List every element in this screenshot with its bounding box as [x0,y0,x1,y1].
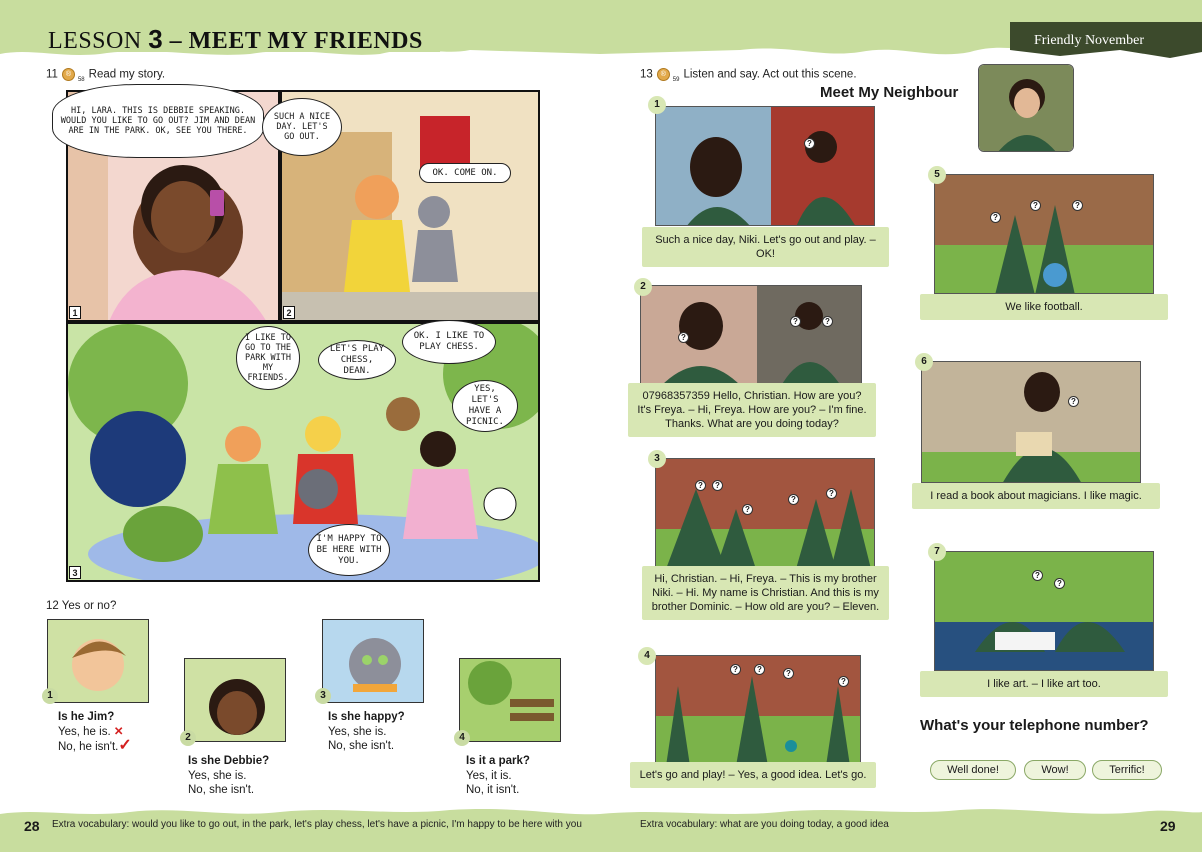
quiz-image-debbie [184,658,286,742]
question-mark-icon: ? [790,316,801,327]
quiz-option-yes[interactable]: Yes, she is. [188,769,247,782]
quiz-question: Is he Jim? [58,711,115,723]
question-mark-icon: ? [1054,578,1065,589]
question-mark-icon: ? [754,664,765,675]
question-mark-icon: ? [730,664,741,675]
panel-number: 2 [283,306,295,319]
scene-caption: Hi, Christian. – Hi, Freya. – This is my brother Niki. – Hi. My name is Christian. And this is my brother Dominic. – How old are you? – Eleven. [642,566,889,620]
praise-badge: Well done! [930,760,1016,780]
scene-photo-7 [934,551,1154,671]
neighbour-portrait-photo [978,64,1074,152]
speech-bubble: I LIKE TO GO TO THE PARK WITH MY FRIENDS. [236,326,300,390]
scene-photo-1 [655,106,875,226]
panel-number: 3 [69,566,81,579]
quiz-number: 1 [42,688,58,704]
question-mark-icon: ? [783,668,794,679]
quiz-option-yes[interactable]: Yes, she is. [328,725,387,738]
question-mark-icon: ? [1068,396,1079,407]
scene-caption: 07968357359 Hello, Christian. How are you? It's Freya. – Hi, Freya. How are you? – I'm fine. Thanks. What are you doing today? [628,383,876,437]
scene-number: 1 [648,96,666,114]
speech-bubble: HI, LARA. THIS IS DEBBIE SPEAKING. WOULD YOU LIKE TO GO OUT? JIM AND DEAN ARE IN THE PARK. OK, SEE YOU THERE. [52,84,264,158]
question-mark-icon: ? [712,480,723,491]
question-mark-icon: ? [1030,200,1041,211]
question-mark-icon: ? [695,480,706,491]
speech-bubble: YES, LET'S HAVE A PICNIC. [452,380,518,432]
quiz-option-no[interactable]: No, he isn't.✓ [58,737,132,754]
scene-caption: I read a book about magicians. I like magic. [912,483,1160,509]
task12-title: 12 Yes or no? [46,600,117,612]
scene-caption: Let's go and play! – Yes, a good idea. Let's go. [630,762,876,788]
speech-bubble: OK. COME ON. [419,163,511,183]
audio-cd-icon[interactable]: ® [62,68,75,81]
scene-caption: We like football. [920,294,1168,320]
page-number-right: 29 [1160,818,1176,834]
scene-photo-2 [640,285,862,385]
phone-question: What's your telephone number? [920,717,1149,734]
quiz-question: Is she Debbie? [188,755,270,767]
task13-instruction: 13 $®_{59}$ Listen and say. Act out this scene. [640,68,857,83]
quiz-item-2 [188,754,298,798]
scene-photo-3 [655,458,875,568]
praise-badge: Wow! [1024,760,1086,780]
extra-vocabulary-left: Extra vocabulary: would you like to go out, in the park, let's play chess, let's have a picnic, I'm happy to be here with you [52,819,582,830]
quiz-question: Is she happy? [328,711,405,723]
speech-bubble: I'M HAPPY TO BE HERE WITH YOU. [308,524,390,576]
praise-badge: Terrific! [1092,760,1162,780]
quiz-number: 3 [315,688,331,704]
quiz-item-3 [328,710,438,754]
quiz-option-yes[interactable]: Yes, it is. [466,769,512,782]
scene-caption: I like art. – I like art too. [920,671,1168,697]
quiz-number: 2 [180,730,196,746]
month-label: Friendly November [1034,33,1145,48]
quiz-option-no[interactable]: No, she isn't. [188,784,255,796]
quiz-image-jim [47,619,149,703]
quiz-question: Is it a park? [466,755,530,767]
park-picnic-illustration [68,324,540,582]
cross-mark-icon: ✕ [113,725,124,738]
quiz-image-cat [322,619,424,703]
question-mark-icon: ? [742,504,753,515]
question-mark-icon: ? [1072,200,1083,211]
scene-caption: Such a nice day, Niki. Let's go out and play. – OK! [642,227,889,267]
scene-photo-6 [921,361,1141,483]
scene-number: 4 [638,647,656,665]
scene-number: 2 [634,278,652,296]
scene-number: 7 [928,543,946,561]
task11-instruction: 11 $®_{58}$ Read my story. [46,68,166,83]
question-mark-icon: ? [826,488,837,499]
panel-number: 1 [69,306,81,319]
question-mark-icon: ? [822,316,833,327]
speech-bubble: SUCH A NICE DAY. LET'S GO OUT. [262,98,342,156]
page-number-left: 28 [24,818,40,834]
scene-photo-5 [934,174,1154,294]
lesson-title: LESSON 3 – MEET MY FRIENDS [48,24,423,54]
speech-bubble: OK. I LIKE TO PLAY CHESS. [402,320,496,364]
question-mark-icon: ? [678,332,689,343]
quiz-number: 4 [454,730,470,746]
question-mark-icon: ? [990,212,1001,223]
check-mark-icon: ✓ [118,737,132,754]
quiz-option-no[interactable]: No, she isn't. [328,740,395,752]
quiz-item-1 [58,710,168,755]
question-mark-icon: ? [788,494,799,505]
scene-number: 6 [915,353,933,371]
question-mark-icon: ? [838,676,849,687]
quiz-option-no[interactable]: No, it isn't. [466,784,520,796]
question-mark-icon: ? [804,138,815,149]
quiz-option-yes[interactable]: Yes, he is. ✕ [58,725,124,738]
question-mark-icon: ? [1032,570,1043,581]
extra-vocabulary-right: Extra vocabulary: what are you doing today, a good idea [640,819,889,830]
quiz-image-park [459,658,561,742]
quiz-item-4 [466,754,576,798]
scene-title: Meet My Neighbour [820,84,959,101]
speech-bubble: LET'S PLAY CHESS, DEAN. [318,340,396,380]
scene-number: 3 [648,450,666,468]
scene-number: 5 [928,166,946,184]
audio-cd-icon[interactable]: ® [657,68,670,81]
